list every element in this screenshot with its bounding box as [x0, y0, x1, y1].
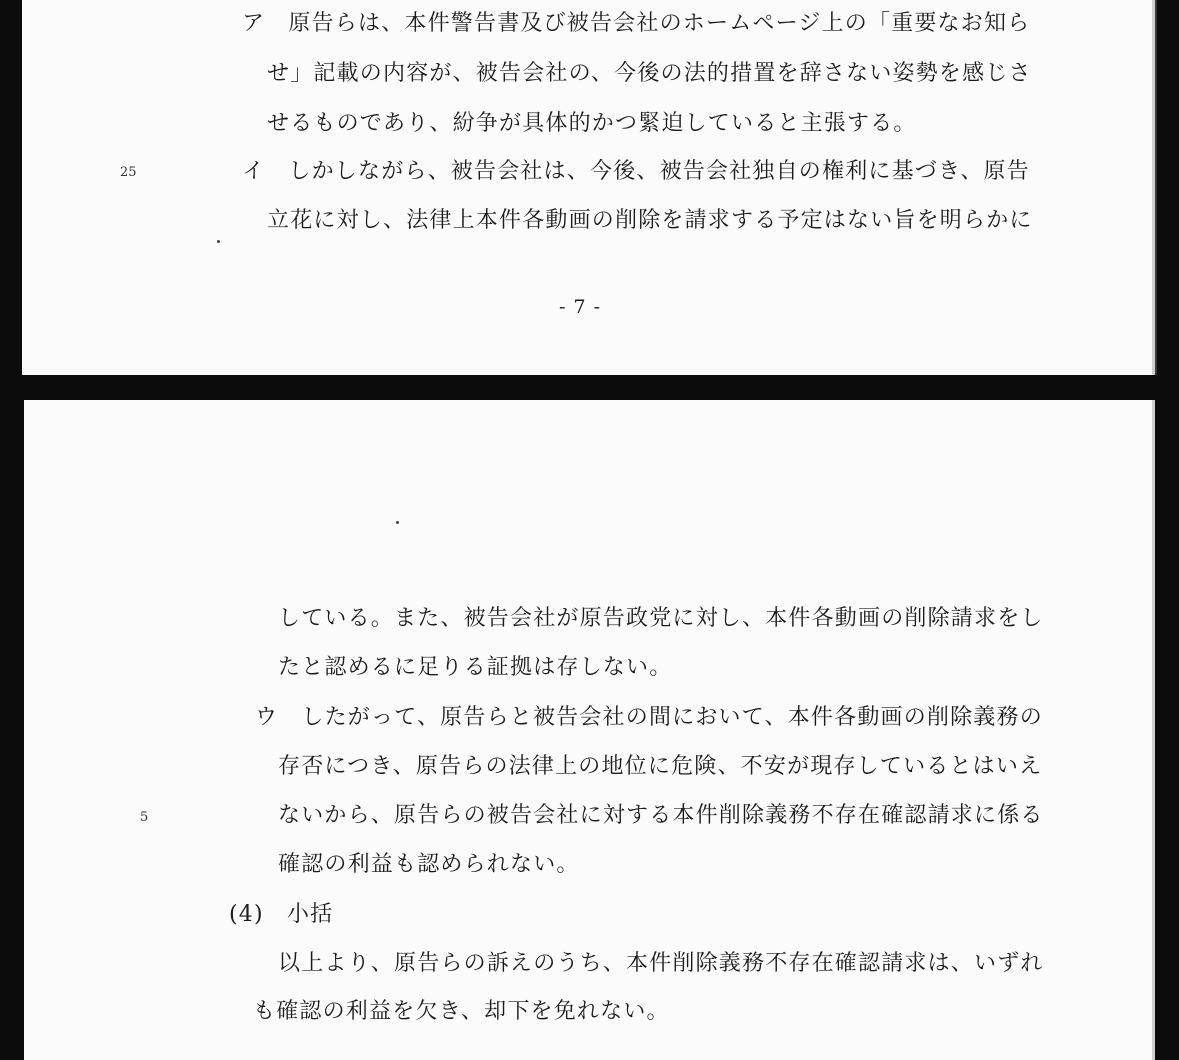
page-number: - 7 - — [559, 296, 602, 318]
section-heading: (4) 小括 — [229, 902, 334, 927]
text-line: 以上より、原告らの訴えのうち、本件削除義務不存在確認請求は、いずれ — [278, 951, 1044, 976]
text-line: 存否につき、原告らの法律上の地位に危険、不安が現存しているとはいえ — [278, 754, 1043, 779]
document-page-7 — [22, 0, 1155, 375]
text-line: ア 原告らは、本件警告書及び被告会社のホームページ上の「重要なお知ら — [242, 11, 1031, 36]
document-page-8 — [24, 400, 1155, 1060]
text-line: ウ したがって、原告らと被告会社の間において、本件各動画の削除義務の — [255, 705, 1043, 730]
text-line: イ しかしながら、被告会社は、今後、被告会社独自の権利に基づき、原告 — [242, 159, 1030, 184]
text-line: 立花に対し、法律上本件各動画の削除を請求する予定はない旨を明らかに — [267, 208, 1033, 233]
line-number: 25 — [120, 165, 137, 180]
text-line: せ」記載の内容が、被告会社の、今後の法的措置を辞さない姿勢を感じさ — [267, 61, 1032, 86]
line-number: 5 — [140, 810, 149, 825]
text-line: たと認めるに足りる証拠は存しない。 — [278, 655, 673, 680]
page-edge — [1152, 400, 1155, 1060]
text-line: も確認の利益を欠き、却下を免れない。 — [253, 999, 670, 1024]
text-line: 確認の利益も認められない。 — [278, 852, 580, 877]
scan-speck — [217, 240, 220, 243]
text-line: している。また、被告会社が原告政党に対し、本件各動画の削除請求をし — [278, 606, 1044, 631]
page-edge — [1152, 0, 1155, 375]
text-line: ないから、原告らの被告会社に対する本件削除義務不存在確認請求に係る — [278, 803, 1044, 828]
text-line: せるものであり、紛争が具体的かつ緊迫していると主張する。 — [267, 111, 917, 136]
scan-speck — [396, 521, 399, 524]
